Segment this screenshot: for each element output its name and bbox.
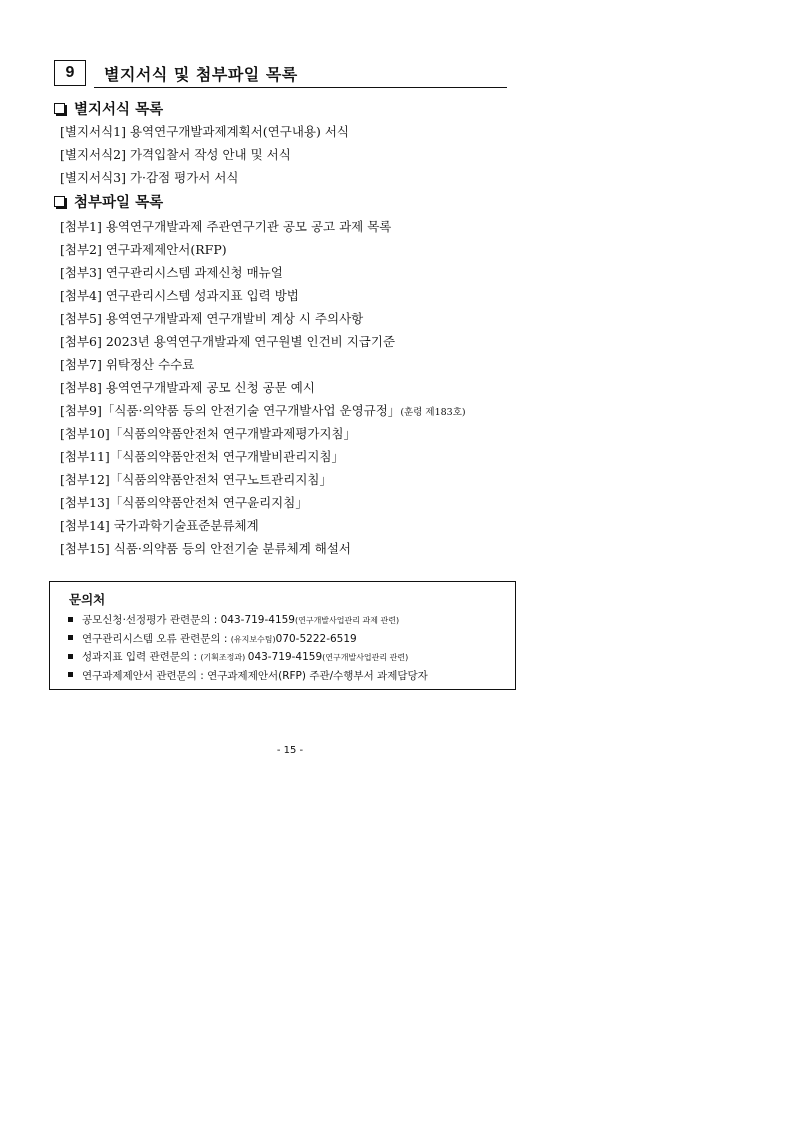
list-item: [첨부13]「식품의약품안전처 연구윤리지침」 (60, 495, 308, 510)
list-item: [첨부8] 용역연구개발과제 공모 신청 공문 예시 (60, 380, 315, 395)
contact-list (68, 611, 428, 685)
square-bullet-icon (68, 672, 73, 677)
list-item: [첨부5] 용역연구개발과제 연구개발비 계상 시 주의사항 (60, 311, 364, 326)
list-item: [첨부12]「식품의약품안전처 연구노트관리지침」 (60, 472, 332, 487)
list-item: [첨부1] 용역연구개발과제 주관연구기관 공모 공고 과제 목록 (60, 219, 392, 234)
contact-title: 문의처 (69, 592, 106, 607)
list-item: [별지서식2] 가격입찰서 작성 안내 및 서식 (60, 147, 291, 162)
contact-value: 043-719-4159 (220, 614, 295, 626)
contact-post-note: (연구개발사업관리 과제 관련) (295, 616, 400, 625)
regulation-note: (훈령 제183호) (400, 407, 466, 418)
forms-list (60, 120, 349, 189)
contact-label: 연구관리시스템 오류 관련문의 : (82, 632, 231, 645)
attachments-list (60, 215, 466, 560)
list-item: [첨부7] 위탁정산 수수료 (60, 357, 195, 372)
forms-heading (54, 98, 163, 118)
list-item: [첨부2] 연구과제제안서(RFP) (60, 242, 227, 257)
contact-value: 070-5222-6519 (275, 632, 357, 645)
section-header (54, 60, 507, 88)
page-number: - 15 - (276, 745, 304, 756)
contact-label: 공모신청·선정평가 관련문의 : (82, 614, 221, 626)
contact-value: 043-719-4159 (247, 651, 323, 663)
list-item: [첨부11]「식품의약품안전처 연구개발비관리지침」 (60, 449, 345, 464)
contact-pre-note: (유지보수팀) (230, 634, 276, 644)
square-bullet-icon (68, 654, 73, 659)
list-item: [첨부4] 연구관리시스템 성과지표 입력 방법 (60, 288, 299, 303)
list-item: [첨부3] 연구관리시스템 과제신청 매뉴얼 (60, 265, 283, 280)
checkbox-square-icon (54, 196, 65, 207)
contact-label: 성과지표 입력 관련문의 : (82, 651, 201, 663)
contact-row (68, 611, 428, 630)
attachments-heading-label: 첨부파일 목록 (74, 194, 164, 211)
list-item (60, 399, 466, 422)
list-item: [첨부15] 식품·의약품 등의 안전기술 분류체계 해설서 (60, 541, 352, 556)
contact-row (68, 667, 428, 686)
contact-row (68, 648, 428, 667)
contact-post-note: (연구개발사업관리 관련) (322, 653, 409, 662)
attachments-heading (54, 191, 163, 211)
list-item: [첨부14] 국가과학기술표준분류체계 (60, 518, 259, 533)
square-bullet-icon (68, 635, 73, 640)
list-item: [별지서식1] 용역연구개발과제계획서(연구내용) 서식 (60, 124, 349, 139)
contact-pre-note: (기획조정과) (200, 653, 248, 662)
checkbox-square-icon (54, 103, 65, 114)
contact-value: 연구과제제안서(RFP) 주관/수행부서 과제담당자 (207, 669, 428, 682)
section-underline (94, 87, 507, 88)
section-title: 별지서식 및 첨부파일 목록 (104, 65, 298, 84)
list-item-text: [첨부9]「식품·의약품 등의 안전기술 연구개발사업 운영규정」 (60, 403, 401, 418)
section-number-box: 9 (54, 60, 86, 86)
contact-label: 연구과제제안서 관련문의 : (82, 669, 208, 682)
list-item: [첨부6] 2023년 용역연구개발과제 연구원별 인건비 지급기준 (60, 334, 396, 349)
list-item: [첨부10]「식품의약품안전처 연구개발과제평가지침」 (60, 426, 357, 441)
square-bullet-icon (68, 617, 73, 622)
contact-row (68, 630, 428, 649)
list-item: [별지서식3] 가·감점 평가서 서식 (60, 170, 239, 185)
forms-heading-label: 별지서식 목록 (74, 101, 164, 118)
contact-box (49, 581, 516, 690)
